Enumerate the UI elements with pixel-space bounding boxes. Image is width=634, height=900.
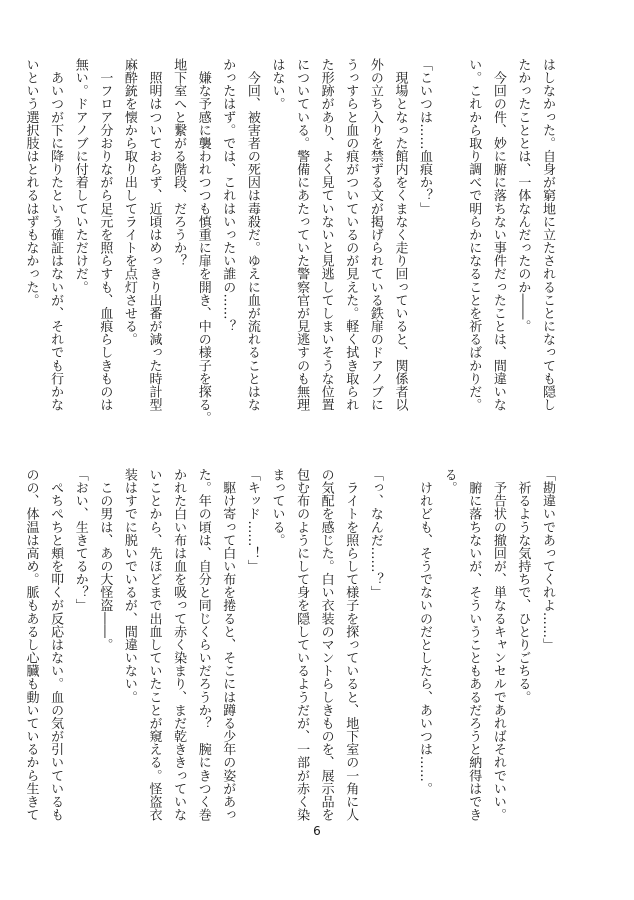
text-line: はない。 [269, 58, 285, 111]
text-line: 「っ、なんだ……？」 [367, 468, 383, 599]
text-line [387, 468, 412, 813]
text-line: ぺちぺちと頬を叩くが反応はない。血の気が引いているも [48, 468, 64, 822]
text-line: ライトを照らして様子を探っていると、地下室の一角に人 [343, 468, 359, 822]
text-line: 照明はついておらず、近頃はめっきり出番が減った時計型 [146, 58, 162, 412]
text-line: うっすらと血の痕がついているのが見えた。軽く拭き取られ [343, 58, 359, 412]
text-line: かったはず。では、これはいったい誰の……？ [220, 58, 236, 333]
text-line: まっている。 [269, 468, 285, 547]
text-line: いという選択肢はとれるはずもなかった。 [23, 58, 39, 307]
text-line: たかったこととは、一体なんだったのか――。 [515, 58, 531, 333]
text-line: 包む布のようにして身を隠しているようだが、一部が赤く染 [294, 468, 310, 822]
text-line: 外の立ち入りを禁ずる文が掲げられている鉄扉のドアノブに [367, 58, 383, 412]
text-line: た。年の頃は、自分と同じくらいだろうか？ 腕にきつく巻 [195, 468, 211, 822]
text-line [436, 58, 461, 403]
text-line: 現場となった館内をくまなく走り回っていると、関係者以 [392, 58, 408, 412]
text-line: 一フロア分おりながら足元を照らすも、血痕らしきものは [97, 58, 113, 412]
text-line: 今回の件、妙に腑に落ちない事件だったことは、間違いな [490, 58, 506, 412]
text-line: のの、体温は高め。脈もあるし心臓も動いているから生きて [23, 468, 39, 822]
text-line: い。これから取り調べで明らかになることを祈るばかりだ。 [466, 58, 482, 412]
text-line: かれた白い布は血を吸って赤く染まり、まだ乾ききっていな [171, 468, 187, 822]
text-line: いことから、先ほどまで出血していたことが窺える。怪盗衣 [146, 468, 162, 822]
text-line: 「こいつは……血痕か？」 [417, 58, 433, 215]
text-line: 腑に落ちないが、そういうこともあるだろうと納得はでき [466, 468, 482, 822]
text-line: 装はすでに脱いでいるが、間違いない。 [121, 468, 137, 704]
text-line: 嫌な予感に襲われつつも慎重に扉を開き、中の様子を探る。 [195, 58, 211, 425]
text-block-bottom [18, 468, 559, 822]
text-line: けれども、そうでないのだとしたら、あいつは……。 [417, 468, 433, 795]
text-line: る。 [441, 468, 457, 495]
text-block-top [18, 58, 559, 425]
text-line: あいつが下に降りたという確証はないが、それでも行かな [48, 58, 64, 412]
text-line: 「おい、生きてるか？」 [72, 468, 88, 612]
text-line: 祈るような気持ちで、ひとりごちる。 [515, 468, 531, 704]
text-line: 「勘違いであってくれよ……」 [540, 468, 555, 652]
text-line: 「キッド……！」 [244, 468, 260, 573]
text-line: 予告状の撤回が、単なるキャンセルであればそれでいい。 [490, 468, 506, 822]
text-line: 麻酔銃を懐から取り出してライトを点灯させる。 [121, 58, 137, 346]
text-line: た形跡があり、よく見ていないと見逃してしまいそうな位置 [318, 58, 334, 412]
text-line: の気配を感じた。白い衣装のマントらしきものを、展示品を [318, 468, 334, 822]
text-line: 無い。ドアノブに付着していただけだ。 [72, 58, 88, 294]
text-line: 地下室へと繋がる階段、だろうか？ [171, 58, 187, 268]
text-line: 今回、被害者の死因は毒殺だ。ゆえに血が流れることはな [244, 58, 260, 412]
text-line: この男は、あの大怪盗――。 [97, 468, 113, 652]
text-line: についている。警備にあたっていた警察官が見逃すのも無理 [294, 58, 310, 412]
text-line: はしなかった。自身が窮地に立たされることになっても隠し [540, 58, 555, 412]
page-number: 6 [313, 824, 321, 838]
text-line: 駆け寄って白い布を捲ると、そこには蹲る少年の姿があっ [220, 468, 236, 822]
